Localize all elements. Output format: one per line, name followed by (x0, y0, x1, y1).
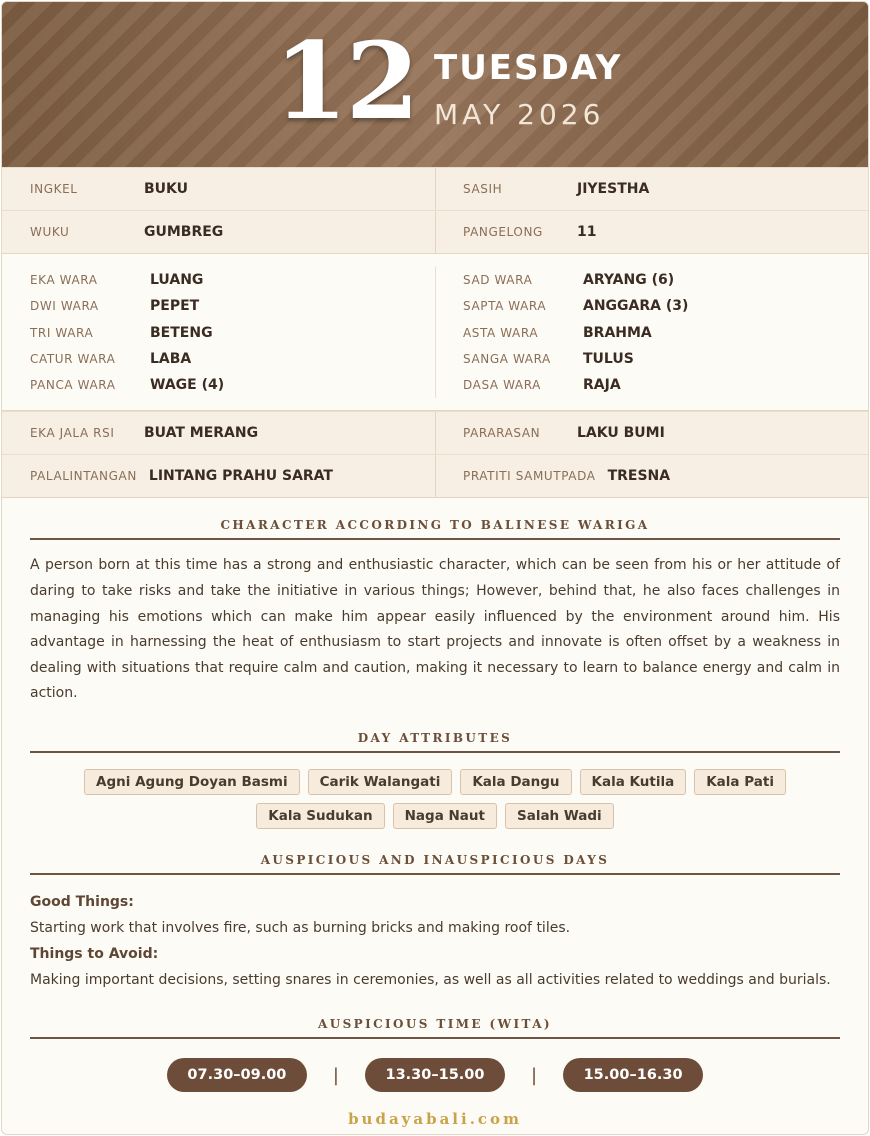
pararasan-value: LAKU BUMI (577, 425, 665, 442)
site-footer: budayabali.com (348, 1110, 522, 1129)
ingkel-value: BUKU (144, 181, 189, 197)
time-separator: | (531, 1064, 538, 1086)
wara-row (463, 372, 868, 398)
wara-value: BETENG (150, 324, 213, 341)
attribute-tag: Kala Sudukan (256, 803, 384, 829)
wara-row (463, 293, 868, 319)
wara-value: PEPET (150, 298, 200, 315)
attribute-tag: Kala Pati (694, 769, 786, 795)
weekday-label: TUESDAY (434, 48, 623, 88)
wara-label: DWI WARA (30, 299, 99, 314)
attribute-tag: Kala Dangu (460, 769, 571, 795)
wuku-label: WUKU (30, 225, 70, 239)
auspicious-times (2, 1058, 868, 1092)
wara-row (30, 267, 435, 293)
wuku-value: GUMBREG (144, 224, 224, 240)
times-title: AUSPICIOUS TIME (WITA) (30, 1017, 840, 1039)
pararasan-cell (435, 412, 868, 454)
eka-jala-rsi-value: BUAT MERANG (144, 425, 259, 442)
attribute-tag: Salah Wadi (505, 803, 614, 829)
eka-jala-rsi-label: EKA JALA RSI (30, 426, 115, 441)
time-separator: | (332, 1064, 339, 1086)
palalintangan-label: PALALINTANGAN (30, 469, 137, 484)
wara-row (30, 372, 435, 398)
pratiti-cell (435, 455, 868, 497)
month-year-label: MAY 2026 (434, 98, 605, 131)
pangelong-label: PANGELONG (463, 225, 543, 239)
pratiti-value: TRESNA (607, 468, 671, 485)
wara-label: DASA WARA (463, 378, 541, 393)
wara-row (463, 346, 868, 372)
calendar-card (1, 1, 869, 1135)
pratiti-label: PRATITI SAMUTPADA (463, 469, 596, 484)
wara-value: LUANG (150, 272, 204, 289)
wara-table (2, 253, 868, 411)
attribute-tag: Carik Walangati (308, 769, 453, 795)
attribute-tag: Kala Kutila (580, 769, 687, 795)
day-number: 12 (274, 18, 418, 143)
info-row-1 (2, 167, 868, 210)
good-things-heading: Good Things: (30, 894, 134, 911)
days-content (2, 889, 868, 993)
attribute-tags (2, 769, 868, 829)
wara-label: SAD WARA (463, 273, 533, 288)
wara-value: LABA (150, 351, 192, 368)
wara-label: ASTA WARA (463, 325, 539, 340)
wara-label: PANCA WARA (30, 378, 116, 393)
wara-label: SANGA WARA (463, 352, 551, 367)
character-text: A person born at this time has a strong and enthusiastic character, which can be seen from his or her attitude of daring to take risks and take the initiative in various things; However, behind that, he also faces challenges in managing his emotions which can make him appear easily influenced by the environment around him. His advantage in harnessing the heat of enthusiasm to start projects and innovate is often offset by a weakness in dealing with situations that require calm and caution, making it necessary to learn to balance energy and calm in action. (30, 557, 840, 702)
wuku-cell (2, 211, 435, 253)
wara-value: ANGGARA (3) (583, 298, 689, 315)
date-header (2, 2, 868, 167)
wara-label: CATUR WARA (30, 352, 116, 367)
wara-value: WAGE (4) (150, 377, 225, 394)
info-row-2 (2, 210, 868, 253)
wara-value: BRAHMA (583, 324, 652, 341)
character-title: CHARACTER ACCORDING TO BALINESE WARIGA (30, 518, 840, 540)
things-to-avoid-text: Making important decisions, setting snares in ceremonies, as well as all activities related to weddings and burials. (30, 972, 831, 989)
things-to-avoid-heading: Things to Avoid: (30, 946, 159, 963)
sasih-label: SASIH (463, 182, 503, 196)
palalintangan-value: LINTANG PRAHU SARAT (148, 468, 333, 485)
wara-label: TRI WARA (30, 325, 94, 340)
sasih-value: JIYESTHA (577, 181, 650, 197)
wara-value: ARYANG (6) (583, 272, 675, 289)
time-slot: 13.30–15.00 (365, 1058, 505, 1092)
wara-label: EKA WARA (30, 273, 98, 288)
wara-row (463, 320, 868, 346)
pangelong-value: 11 (577, 224, 597, 240)
ingkel-label: INGKEL (30, 182, 78, 196)
wara-row (30, 320, 435, 346)
wara-left-column (2, 267, 435, 398)
info-row-3 (2, 411, 868, 454)
palalintangan-cell (2, 455, 435, 497)
wara-row (30, 346, 435, 372)
attributes-title: DAY ATTRIBUTES (30, 731, 840, 753)
attribute-tag: Naga Naut (393, 803, 497, 829)
wara-value: RAJA (583, 377, 621, 394)
pangelong-cell (435, 211, 868, 253)
wara-label: SAPTA WARA (463, 299, 547, 314)
info-row-4 (2, 454, 868, 498)
pararasan-label: PARARASAN (463, 426, 541, 441)
days-title: AUSPICIOUS AND INAUSPICIOUS DAYS (30, 853, 840, 875)
wara-row (30, 293, 435, 319)
wara-row (463, 267, 868, 293)
wara-value: TULUS (583, 351, 634, 368)
sasih-cell (435, 168, 868, 210)
ingkel-cell (2, 168, 435, 210)
eka-jala-rsi-cell (2, 412, 435, 454)
time-slot: 15.00–16.30 (563, 1058, 703, 1092)
attribute-tag: Agni Agung Doyan Basmi (84, 769, 300, 795)
time-slot: 07.30–09.00 (167, 1058, 307, 1092)
wara-right-column (435, 267, 868, 398)
good-things-text: Starting work that involves fire, such as burning bricks and making roof tiles. (30, 920, 571, 937)
